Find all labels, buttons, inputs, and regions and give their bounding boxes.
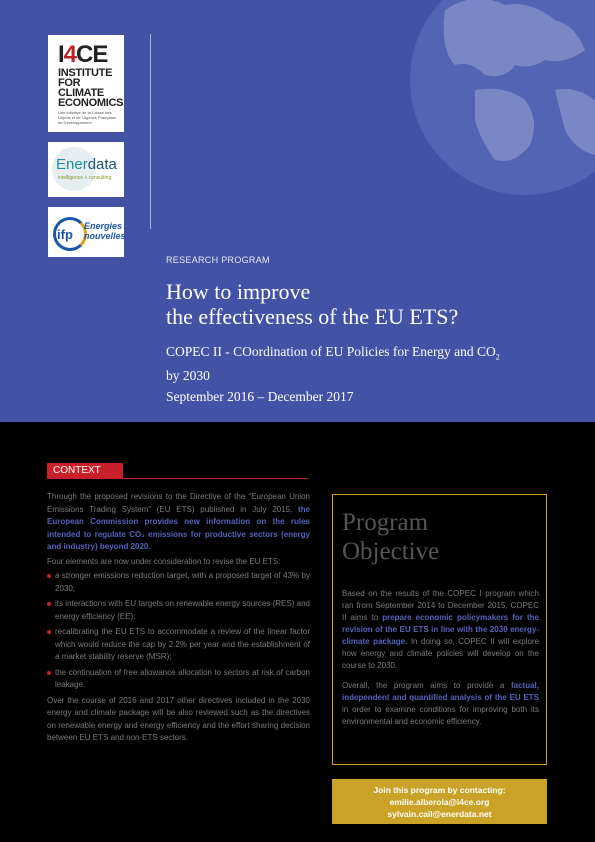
context-badge: CONTEXT (47, 463, 123, 479)
list-item: the continuation of free allowance allocation to sectors at risk of carbon leakage. (47, 667, 310, 692)
contact-email-2[interactable]: sylvain.cail@enerdata.net (387, 809, 492, 819)
list-item: its interactions with EU targets on renewable energy sources (RES) and energy efficiency (EE); (47, 598, 310, 623)
context-bullet-list (47, 570, 310, 692)
page-subtitle: COPEC II - COordination of EU Policies for Energy and $CO_2$ by 2030 (166, 344, 500, 383)
objective-title: Program Objective (342, 509, 440, 565)
program-dates: September 2016 – December 2017 (166, 389, 354, 404)
header-divider (150, 34, 151, 229)
objective-paragraph-1: Based on the results of the COPEC I program which ran from September 2014 to December 2015, COPEC II aims to prepare economic policymakers for the revision of the EU ETS in line with the 2030 energy-climate package. In doing so, COPEC II will explore how energy and climate policies will develop on the course to 2030. (342, 589, 540, 670)
bullet-icon (47, 602, 51, 606)
objective-paragraph-2: Overall, the program aims to provide a factual, independent and quantified analysis of the EU ETS in order to examine conditions for improving both its environmental and economic efficiency. (342, 681, 539, 726)
contact-label: Join this program by contacting: (373, 785, 506, 795)
bullet-icon (47, 671, 51, 675)
enerdata-logo: Enerdata intelligence + consulting (48, 142, 124, 197)
context-section (47, 491, 310, 747)
program-label: RESEARCH PROGRAM (166, 255, 270, 265)
globe-icon (355, 0, 595, 210)
bullet-icon (47, 630, 51, 634)
i4ce-logo: I4CE INSTITUTE FOR CLIMATE ECONOMICS Une initiative de la Caisse des Dépôts et de l'Agence Française de Développement (48, 35, 124, 132)
context-paragraph-1: Through the proposed revisions to the Directive of the “European Union Emissions Trading System” (EU ETS) published in July 2015, the European Commission provides new information on the rules intended to regulate CO₂ emissions for productive sectors (energy and industry) beyond 2020. (47, 492, 310, 551)
list-item: a stronger emissions reduction target, with a proposed target of 43% by 2030; (47, 570, 310, 595)
contact-box (332, 779, 547, 824)
context-paragraph-3: Over the course of 2016 and 2017 other directives included in the 2030 energy and climate package will be also reviewed such as the directives on renewable energy and energy efficiency and the effort sharing decision between EU ETS and non-ETS sectors. (47, 695, 310, 742)
contact-email-1[interactable]: emilie.alberola@i4ce.org (389, 797, 490, 807)
bullet-icon (47, 574, 51, 578)
context-divider (123, 478, 308, 479)
objective-text (342, 588, 539, 736)
list-item: recalibrating the EU ETS to accommodate a review of the linear factor which would reduce the cap by 2.2% per year and the establishment of a market stability reserve (MSR); (47, 626, 310, 664)
page-title: How to improve the effectiveness of the EU ETS? (166, 279, 459, 329)
ifp-logo: ifp Energies nouvelles (48, 207, 124, 257)
context-paragraph-2: Four elements are now under consideration to revise the EU ETS: (47, 556, 281, 566)
